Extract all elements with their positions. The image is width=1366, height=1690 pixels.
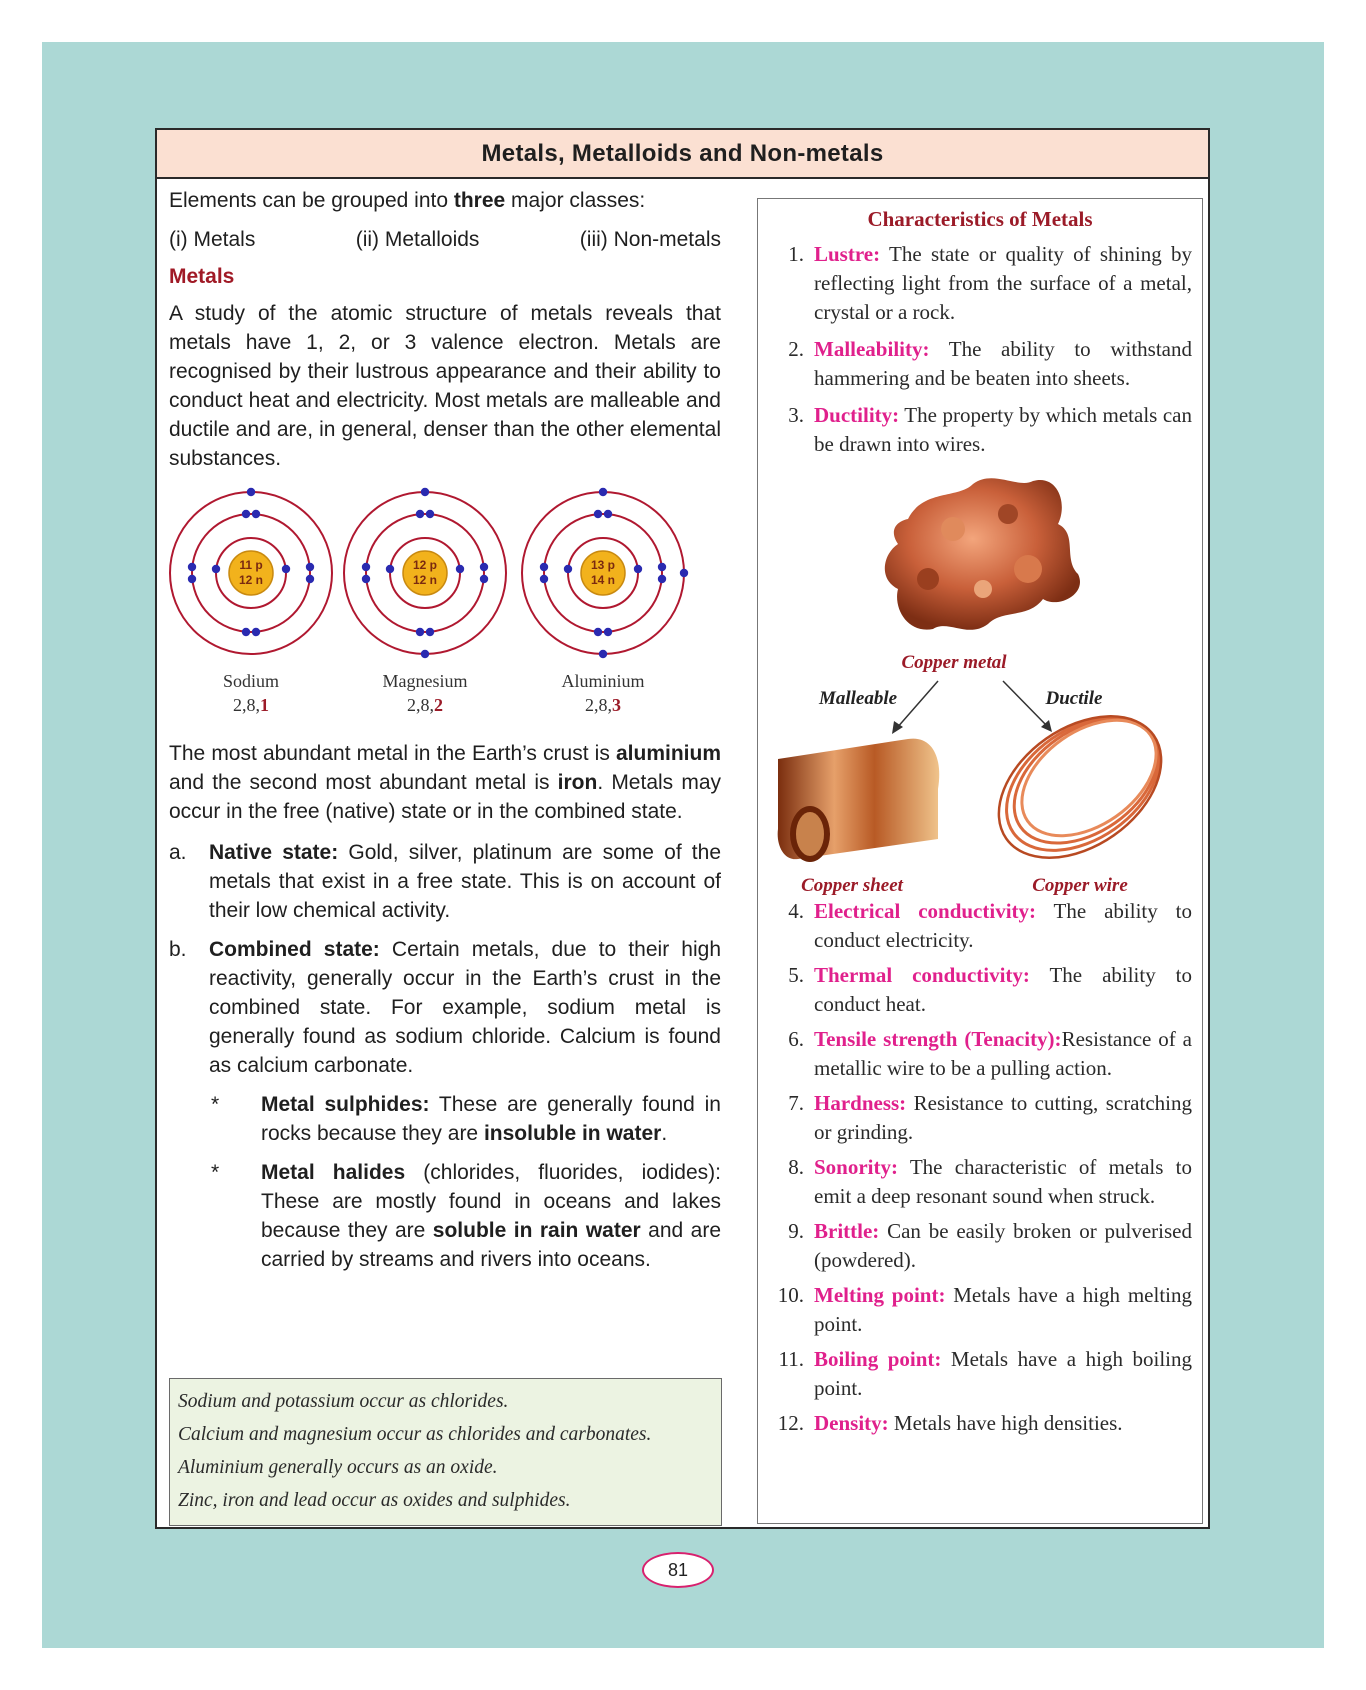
nucleus-neutrons: 12 n (412, 573, 438, 587)
characteristic-text (814, 1089, 1192, 1147)
characteristic-number: 9. (788, 1219, 804, 1243)
characteristic-desc: Metals have a high boiling point. (814, 1347, 1192, 1400)
abundance-text-2: and the second most abundant metal is (169, 771, 558, 794)
characteristic-text (814, 1281, 1192, 1339)
abundance-text-1: The most abundant metal in the Earth’s crust is (169, 742, 616, 765)
electron (242, 628, 250, 636)
atom-diagrams (169, 487, 721, 739)
electron (599, 650, 607, 658)
electron (426, 510, 434, 518)
characteristic-item (758, 1025, 1202, 1083)
star-bullet: * (211, 1161, 220, 1184)
state-list (169, 828, 721, 1080)
electron (421, 650, 429, 658)
electron (594, 628, 602, 636)
metals-paragraph: A study of the atomic structure of metals reveals that metals have 1, 2, or 3 valence electron. Metals are recognised by their lustrous appearance and their ability to conduct heat and electricity. Most metals are malleable and ductile and are, in general, denser than the other elemental substances. (169, 302, 721, 470)
star-bullet: * (211, 1093, 220, 1116)
characteristic-number: 8. (788, 1155, 804, 1179)
star-label: Metal sulphides: (261, 1093, 430, 1116)
characteristic-label: Boiling point: (814, 1347, 942, 1371)
state-item-native (169, 838, 721, 925)
characteristic-text (814, 1345, 1192, 1403)
characteristic-desc: The characteristic of metals to emit a deep resonant sound when struck. (814, 1155, 1192, 1208)
characteristic-number: 4. (788, 899, 804, 923)
electron (212, 565, 220, 573)
atom-config-base: 2,8, (233, 695, 260, 715)
characteristics-list-top (758, 240, 1202, 459)
nucleus-protons: 12 p (412, 558, 438, 572)
atom-config-valence: 1 (260, 695, 269, 715)
characteristic-label: Lustre: (814, 242, 881, 266)
characteristic-text (814, 401, 1192, 459)
nucleus-protons: 11 p (239, 558, 263, 572)
characteristic-desc: Resistance to cutting, scratching or grinding. (814, 1091, 1192, 1144)
note-line: Sodium and potassium occur as chlorides. (178, 1391, 509, 1412)
copper-nugget-image (885, 478, 1080, 630)
characteristic-item (758, 1281, 1202, 1339)
atom-config (585, 695, 621, 715)
state-label: Combined state: (209, 938, 380, 961)
state-key: b. (169, 938, 187, 961)
state-text (209, 935, 721, 1080)
electron (680, 569, 688, 577)
characteristic-label: Melting point: (814, 1283, 946, 1307)
atom-config-valence: 2 (434, 695, 443, 715)
intro-text: Elements can be grouped into (169, 189, 454, 212)
star-label: Metal halides (261, 1161, 406, 1184)
atom-config (407, 695, 443, 715)
metals-heading: Metals (169, 265, 235, 288)
electron (421, 488, 429, 496)
electron (252, 628, 260, 636)
state-text (209, 838, 721, 925)
atom-name: Sodium (222, 671, 280, 691)
characteristic-desc: The ability to conduct heat. (814, 963, 1192, 1016)
characteristic-item (758, 1217, 1202, 1275)
abundance-bold-2: iron (557, 771, 598, 794)
electron (416, 510, 424, 518)
characteristics-list-bottom (758, 897, 1202, 1438)
characteristic-item (758, 240, 1202, 327)
abundance-bold-1: aluminium (615, 742, 721, 765)
characteristic-number: 3. (788, 403, 804, 427)
electron (188, 575, 196, 583)
characteristic-number: 6. (788, 1027, 804, 1051)
characteristic-number: 5. (788, 963, 804, 987)
characteristic-desc: Can be easily broken or pulverised (powdered). (814, 1219, 1192, 1272)
characteristic-label: Electrical conductivity: (814, 899, 1037, 923)
electron (540, 563, 548, 571)
characteristic-desc: The state or quality of shining by reflecting light from the surface of a metal, crystal or a rock. (814, 242, 1192, 324)
characteristic-number: 10. (777, 1283, 804, 1307)
nucleus-protons: 13 p (590, 558, 616, 572)
characteristic-label: Ductility: (814, 403, 900, 427)
characteristic-item (758, 335, 1202, 393)
characteristic-text (814, 1409, 1192, 1438)
characteristic-desc: Metals have a high melting point. (814, 1283, 1192, 1336)
electron (188, 563, 196, 571)
copper-wire-caption: Copper wire (1032, 875, 1128, 895)
electron (599, 488, 607, 496)
characteristics-box (757, 198, 1203, 1524)
characteristic-label: Hardness: (814, 1091, 907, 1115)
page-number: 81 (642, 1552, 714, 1588)
characteristic-text (814, 240, 1192, 327)
electron (252, 510, 260, 518)
atom-config (233, 695, 269, 715)
copper-metal-caption: Copper metal (901, 652, 1007, 673)
abundance-paragraph (169, 739, 721, 826)
electron (540, 575, 548, 583)
state-item-combined (169, 935, 721, 1080)
class-nonmetals: (iii) Non-metals (579, 228, 721, 251)
characteristic-text (814, 961, 1192, 1019)
star-desc-end: . (661, 1122, 668, 1145)
electron (480, 563, 488, 571)
characteristic-number: 7. (788, 1091, 804, 1115)
electron (604, 510, 612, 518)
characteristic-desc: The ability to conduct electricity. (814, 899, 1193, 952)
atom-config-valence: 3 (612, 695, 621, 715)
nucleus-neutrons: 12 n (238, 573, 264, 587)
characteristic-label: Density: (814, 1411, 889, 1435)
electron (306, 563, 314, 571)
characteristic-number: 11. (778, 1347, 804, 1371)
characteristic-number: 2. (788, 337, 804, 361)
electron (426, 628, 434, 636)
nucleus-neutrons: 14 n (590, 573, 616, 587)
characteristic-item (758, 1345, 1202, 1403)
star-text (261, 1090, 721, 1148)
characteristics-title: Characteristics of Metals (867, 207, 1093, 231)
characteristic-desc: Metals have high densities. (888, 1411, 1123, 1435)
characteristic-label: Sonority: (814, 1155, 898, 1179)
note-line: Calcium and magnesium occur as chlorides and carbonates. (178, 1424, 652, 1445)
characteristic-item (758, 897, 1202, 955)
star-desc: These are generally found in rocks because they are (261, 1093, 721, 1145)
electron (362, 563, 370, 571)
state-desc: Certain metals, due to their high reactivity, generally occur in the Earth’s crust in the combined state. For example, sodium metal is generally found as sodium chloride. Calcium is found as calcium carbonate. (209, 938, 722, 1077)
class-list (169, 225, 721, 254)
characteristic-desc: Resistance of a metallic wire to be a pulling action. (814, 1027, 1193, 1080)
star-item-sulphides (169, 1090, 721, 1148)
electron (658, 575, 666, 583)
characteristic-item (758, 1089, 1202, 1147)
electron (634, 565, 642, 573)
copper-sheet-caption: Copper sheet (801, 875, 903, 895)
intro-line (169, 186, 721, 215)
abundance-text-3: . Metals may occur in the free (native) state or in the combined state. (169, 771, 721, 823)
electron (456, 565, 464, 573)
intro-text-end: major classes: (505, 189, 646, 212)
content-panel (155, 128, 1210, 1529)
class-metals: (i) Metals (169, 228, 256, 251)
star-bold: soluble in rain water (432, 1219, 641, 1242)
characteristic-item (758, 961, 1202, 1019)
characteristic-text (814, 335, 1192, 393)
note-line: Aluminium generally occurs as an oxide. (178, 1457, 498, 1478)
ductile-label: Ductile (1045, 688, 1103, 709)
atom-diagram-svg (163, 487, 723, 739)
state-desc: Gold, silver, platinum are some of the metals that exist in a free state. This is on account of their low chemical activity. (209, 841, 722, 922)
electron (480, 575, 488, 583)
occurrence-note-box (169, 1378, 722, 1526)
electron (594, 510, 602, 518)
electron (282, 565, 290, 573)
malleable-label: Malleable (818, 688, 898, 709)
copper-figure (758, 459, 1202, 895)
electron (242, 510, 250, 518)
star-bold: insoluble in water (483, 1122, 662, 1145)
electron (604, 628, 612, 636)
atom-name: Aluminium (561, 671, 645, 691)
intro-bold: three (453, 189, 506, 212)
star-item-halides (169, 1158, 721, 1274)
atom-config-base: 2,8, (585, 695, 612, 715)
note-line: Zinc, iron and lead occur as oxides and sulphides. (178, 1490, 571, 1511)
electron (386, 565, 394, 573)
characteristic-text (814, 1153, 1192, 1211)
star-text (261, 1158, 721, 1274)
page-title: Metals, Metalloids and Non-metals (157, 130, 1208, 179)
characteristic-item (758, 1409, 1202, 1438)
electron (658, 563, 666, 571)
characteristic-label: Thermal conductivity: (814, 963, 1030, 987)
electron (306, 575, 314, 583)
electron (416, 628, 424, 636)
characteristic-label: Tensile strength (Tenacity): (814, 1027, 1062, 1051)
state-label: Native state: (209, 841, 339, 864)
atom-config-base: 2,8, (407, 695, 434, 715)
characteristic-text (814, 897, 1192, 955)
characteristic-desc: The ability to withstand hammering and be beaten into sheets. (814, 337, 1192, 390)
star-desc: (chlorides, fluorides, iodides): These are mostly found in oceans and lakes because they are (261, 1161, 721, 1242)
star-desc-end: and are carried by streams and rivers into oceans. (261, 1219, 721, 1271)
characteristic-item (758, 401, 1202, 459)
copper-figure-svg (758, 459, 1202, 895)
class-metalloids: (ii) Metalloids (355, 228, 480, 251)
characteristic-number: 1. (788, 242, 804, 266)
left-column (169, 186, 721, 1274)
characteristic-text (814, 1025, 1192, 1083)
characteristic-text (814, 1217, 1192, 1275)
state-key: a. (169, 841, 187, 864)
characteristic-desc: The property by which metals can be drawn into wires. (814, 403, 1192, 456)
characteristic-label: Malleability: (814, 337, 930, 361)
copper-sheet-image (778, 739, 940, 862)
characteristic-number: 12. (777, 1411, 804, 1435)
electron (247, 488, 255, 496)
electron (362, 575, 370, 583)
characteristic-item (758, 1153, 1202, 1211)
atom-name: Magnesium (382, 671, 468, 691)
arrow-left-icon (892, 681, 938, 734)
electron (564, 565, 572, 573)
characteristic-label: Brittle: (814, 1219, 880, 1243)
copper-wire-image (972, 687, 1187, 887)
